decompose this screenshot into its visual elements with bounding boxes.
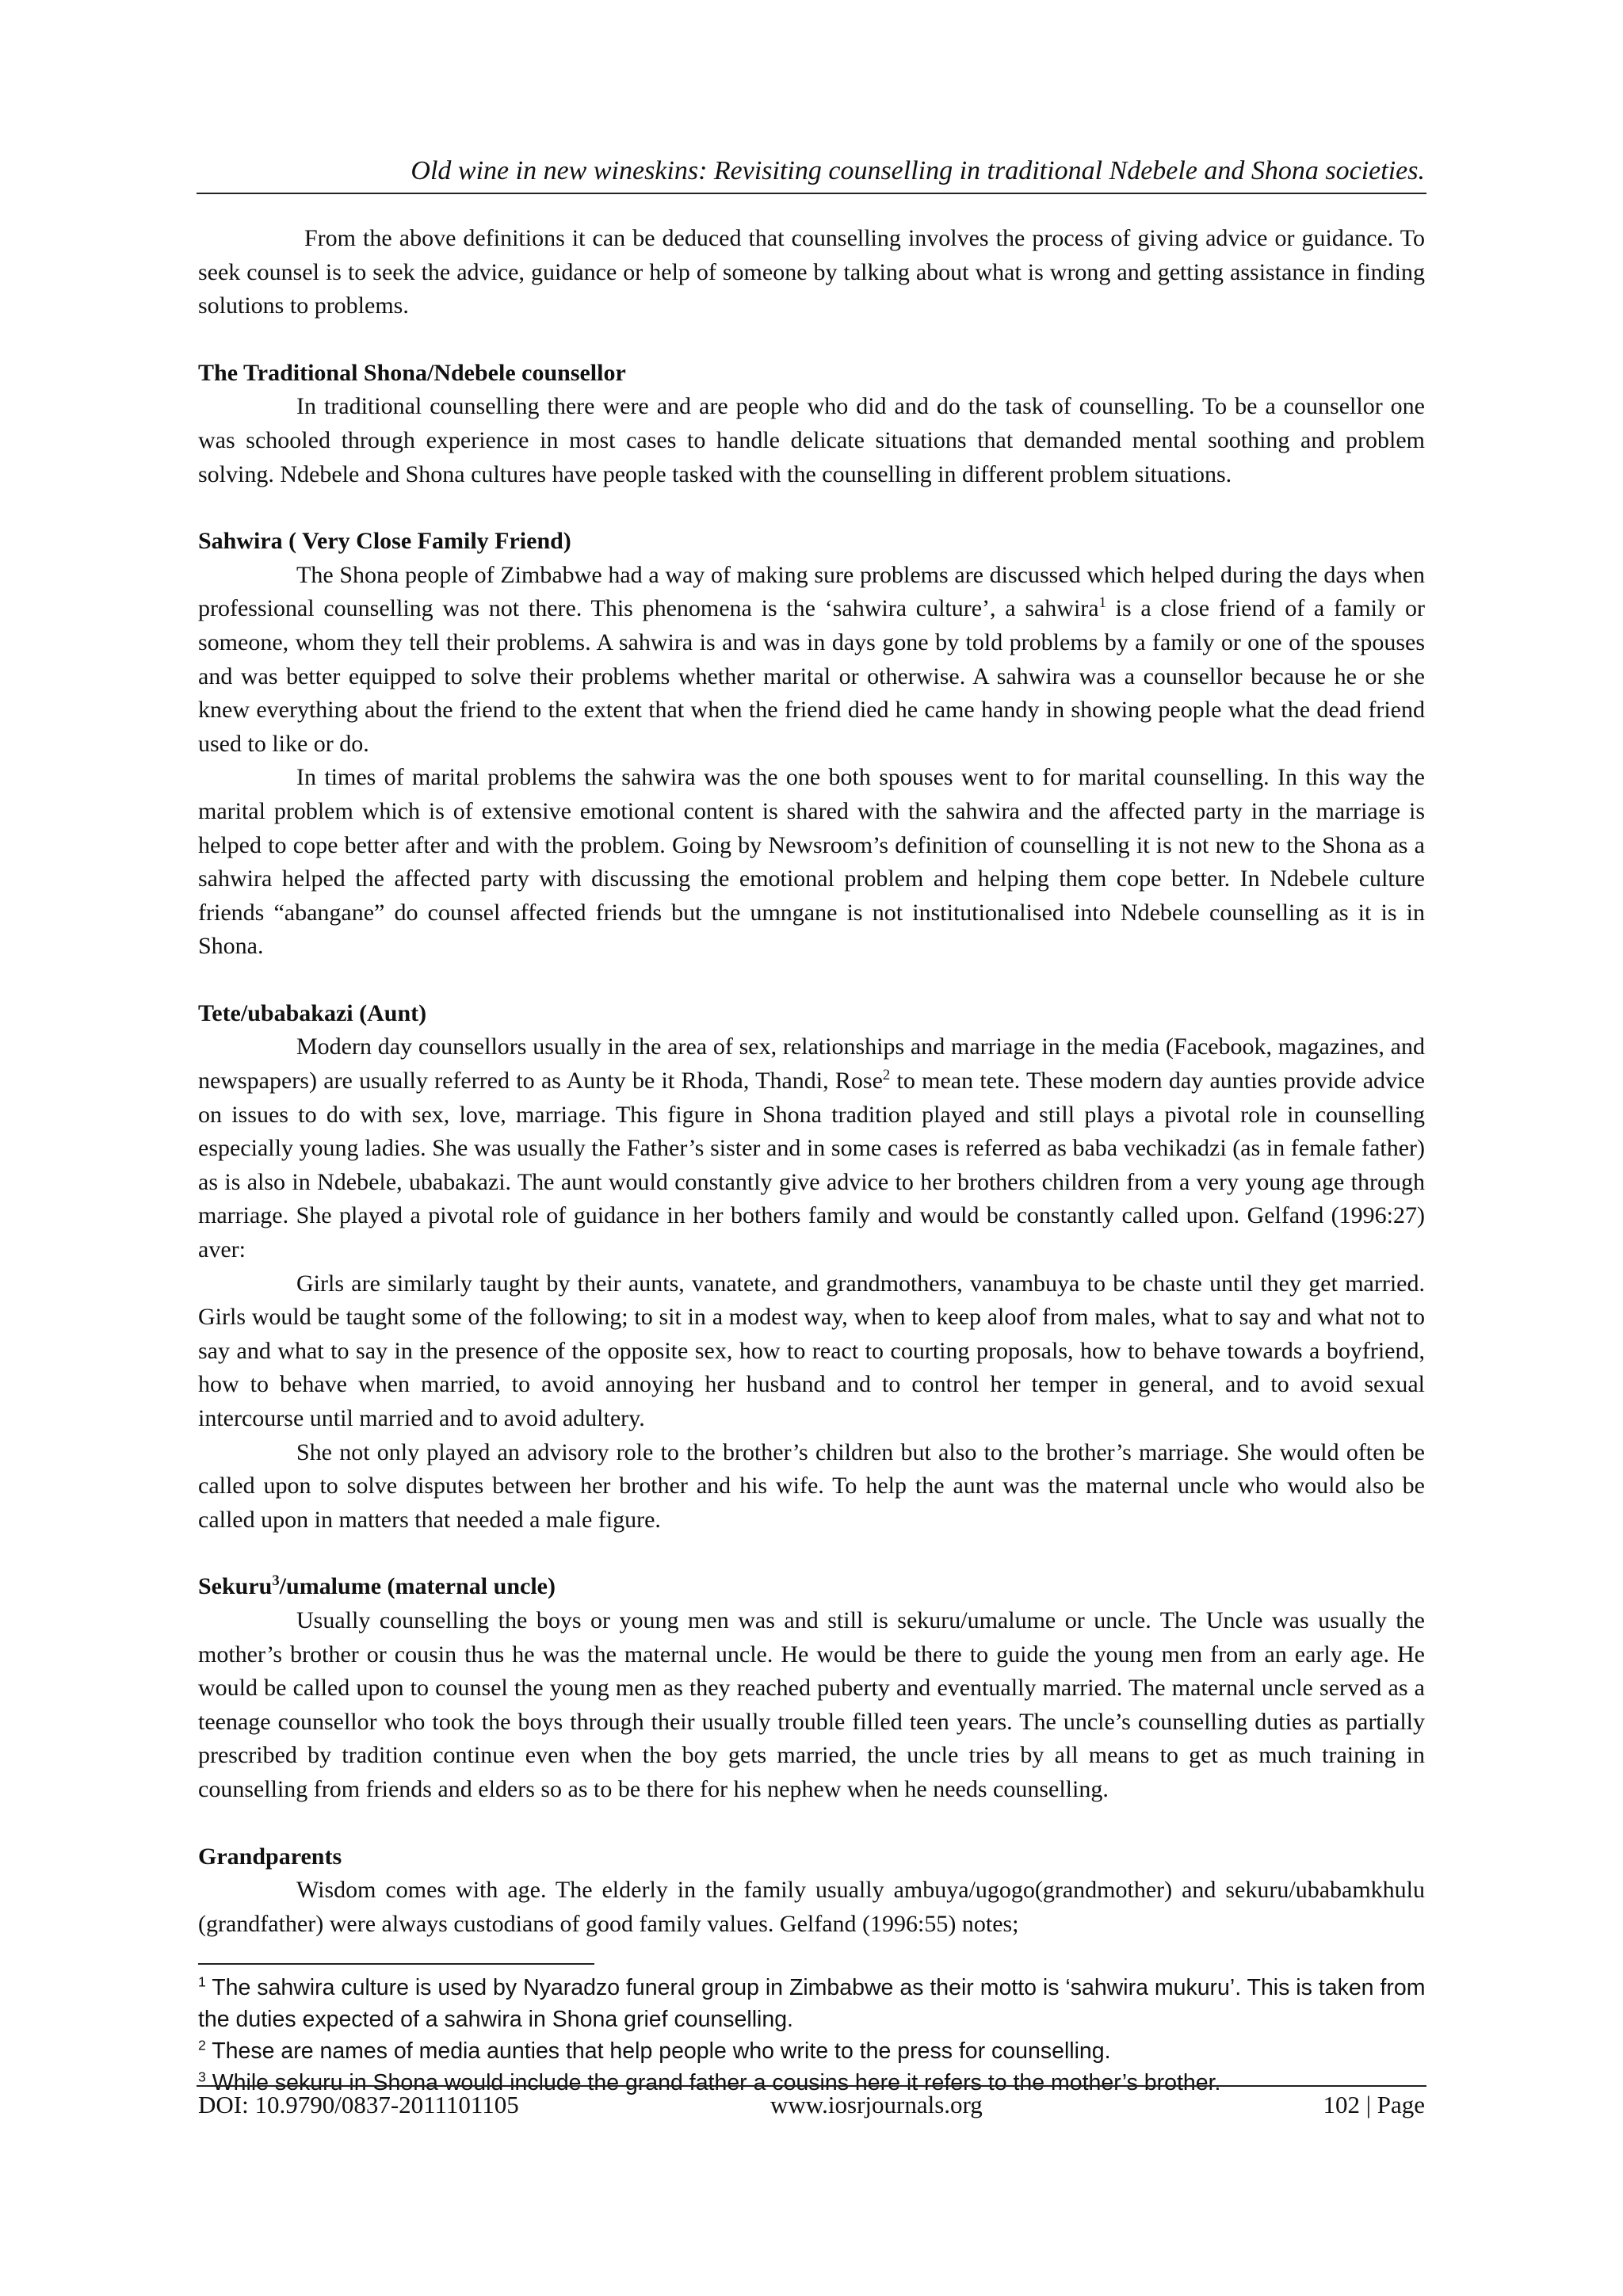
sahwira-paragraph-2: In times of marital problems the sahwira was the one both spouses went to for marital counselling. In this way the marital problem which is of extensive emotional content is shared with the sahwira and the affected party in the marriage is helped to cope better after and with the problem. Going by Newsroom’s definition of counselling it is not new to the Shona as a sahwira helped the affected party with discussing the emotional problem and helping them cope better. In Ndebele culture friends “abangane” do counsel affected friends but the umngane is not institutionalised into Ndebele counselling as it is in Shona. bbox=[198, 764, 1425, 960]
footnote-number: 1 bbox=[198, 1973, 206, 1990]
sahwira-paragraph-1 bbox=[198, 559, 1425, 762]
tete-quote-paragraph: Girls are similarly taught by their aunts, vanatete, and grandmothers, vanambuya to be chaste until they get married. Girls would be taught some of the following; to sit in a modest way, when to keep aloof from males, what to say and what not to say and what to say in the presence of the opposite sex, how to react to courting proposals, how to behave towards a boyfriend, how to behave when married, to avoid annoying her husband and to control her temper in general, and to avoid sexual intercourse until married and to avoid adultery. bbox=[198, 1270, 1425, 1431]
running-title: Old wine in new wineskins: Revisiting counselling in traditional Ndebele and Shona societies. bbox=[411, 156, 1425, 185]
footnote-text: While sekuru in Shona would include the grand father a cousins here it refers to the mother’s brother. bbox=[205, 2070, 1221, 2095]
sahwira-text-a: The Shona people of Zimbabwe had a way of making sure problems are discussed which helped during the days when professional counselling was not there. This phenomena is the ‘sahwira culture’, a sahwira bbox=[198, 561, 1425, 622]
sahwira-text-b: is a close friend of a family or someone, whom they tell their problems. A sahwira is and was in days gone by told problems by a family or one of the spouses and was better equipped to solve their problems whether marital or otherwise. A sahwira was a counsellor because he or she knew everything about the friend to the extent that when the friend died he came handy in showing people what the dead friend used to like or do. bbox=[198, 595, 1425, 757]
header-divider bbox=[197, 193, 1426, 194]
footnote-1 bbox=[198, 1972, 1441, 2035]
tete-text-a: Modern day counsellors usually in the area of sex, relationships and marriage in the media (Facebook, magazines, and newspapers) are usually referred to as Aunty be it Rhoda, Thandi, Rose bbox=[198, 1033, 1425, 1095]
footnote-text: The sahwira culture is used by Nyaradzo funeral group in Zimbabwe as their motto is ‘sahwira mukuru’. This is taken from the duties expected of a sahwira in Shona grief counselling. bbox=[198, 1975, 1426, 2032]
grandparents-paragraph: Wisdom comes with age. The elderly in the family usually ambuya/ugogo(grandmother) and sekuru/ubabamkhulu (grandfather) were always custodians of good family values. Gelfand (1996:55) notes; bbox=[198, 1877, 1425, 1937]
doi-label: DOI: 10.9790/0837-2011101105 bbox=[198, 2091, 519, 2118]
footer-divider bbox=[197, 2085, 1426, 2087]
footnote-ref-3: 3 bbox=[272, 1572, 280, 1590]
sekuru-heading-b: /umalume (maternal uncle) bbox=[279, 1573, 556, 1600]
sekuru-heading-a: Sekuru bbox=[198, 1573, 273, 1600]
footnotes bbox=[198, 1972, 1441, 2099]
tete-paragraph-1 bbox=[198, 1030, 1425, 1266]
tete-text-b: to mean tete. These modern day aunties provide advice on issues to do with sex, love, marriage. This figure in Shona tradition played and still plays a pivotal role in counselling especially young ladies. She was usually the Father’s sister and in some cases is referred as baba vechikadzi (as in female father) as is also in Ndebele, ubabakazi. The aunt would constantly give advice to her brothers children from a very young age through marriage. She played a pivotal role of guidance in her bothers family and would be constantly called upon. Gelfand (1996:27) aver: bbox=[198, 1068, 1425, 1263]
section-heading-sahwira: Sahwira ( Very Close Family Friend) bbox=[198, 528, 571, 555]
page-number: 102 | Page bbox=[1323, 2091, 1425, 2118]
footnote-number: 3 bbox=[198, 2069, 206, 2085]
footnote-text: These are names of media aunties that help people who write to the press for counselling. bbox=[205, 2038, 1111, 2064]
intro-paragraph: From the above definitions it can be deduced that counselling involves the process of giving advice or guidance. To seek counsel is to seek the advice, guidance or help of someone by talking about what is wrong and getting assistance in finding solutions to problems. bbox=[198, 225, 1425, 319]
article-body bbox=[198, 222, 1425, 1941]
footnote-ref-2: 2 bbox=[882, 1067, 891, 1084]
footnote-ref-1: 1 bbox=[1098, 594, 1106, 612]
footnote-2 bbox=[198, 2035, 1441, 2067]
section-heading-grandparents: Grandparents bbox=[198, 1843, 342, 1870]
footnote-divider bbox=[198, 1963, 594, 1965]
section-heading-tete: Tete/ubabakazi (Aunt) bbox=[198, 999, 427, 1026]
section-heading-traditional-counsellor: The Traditional Shona/Ndebele counsellor bbox=[198, 359, 626, 386]
section-heading-sekuru bbox=[198, 1570, 1425, 1604]
journal-website: www.iosrjournals.org bbox=[770, 2091, 983, 2118]
tete-paragraph-3: She not only played an advisory role to the brother’s children but also to the brother’s marriage. She would often be called upon to solve disputes between her brother and his wife. To help the aunt was the maternal uncle who would also be called upon in matters that needed a male figure. bbox=[198, 1438, 1425, 1533]
sekuru-paragraph: Usually counselling the boys or young men was and still is sekuru/umalume or uncle. The Uncle was usually the mother’s brother or cousin thus he was the maternal uncle. He would be there to guide the young men from an early age. He would be called upon to counsel the young men as they reached puberty and eventually married. The maternal uncle served as a teenage counsellor who took the boys through their usually trouble filled teen years. The uncle’s counselling duties as partially prescribed by tradition continue even when the boy gets married, the uncle tries by all means to get as much training in counselling from friends and elders so as to be there for his nephew when he needs counselling. bbox=[198, 1606, 1425, 1802]
footnote-number: 2 bbox=[198, 2037, 206, 2053]
traditional-counsellor-paragraph: In traditional counselling there were and are people who did and do the task of counselling. To be a counsellor one was schooled through experience in most cases to handle delicate situations that demanded mental soothing and problem solving. Ndebele and Shona cultures have people tasked with the counselling in different problem situations. bbox=[198, 393, 1425, 487]
